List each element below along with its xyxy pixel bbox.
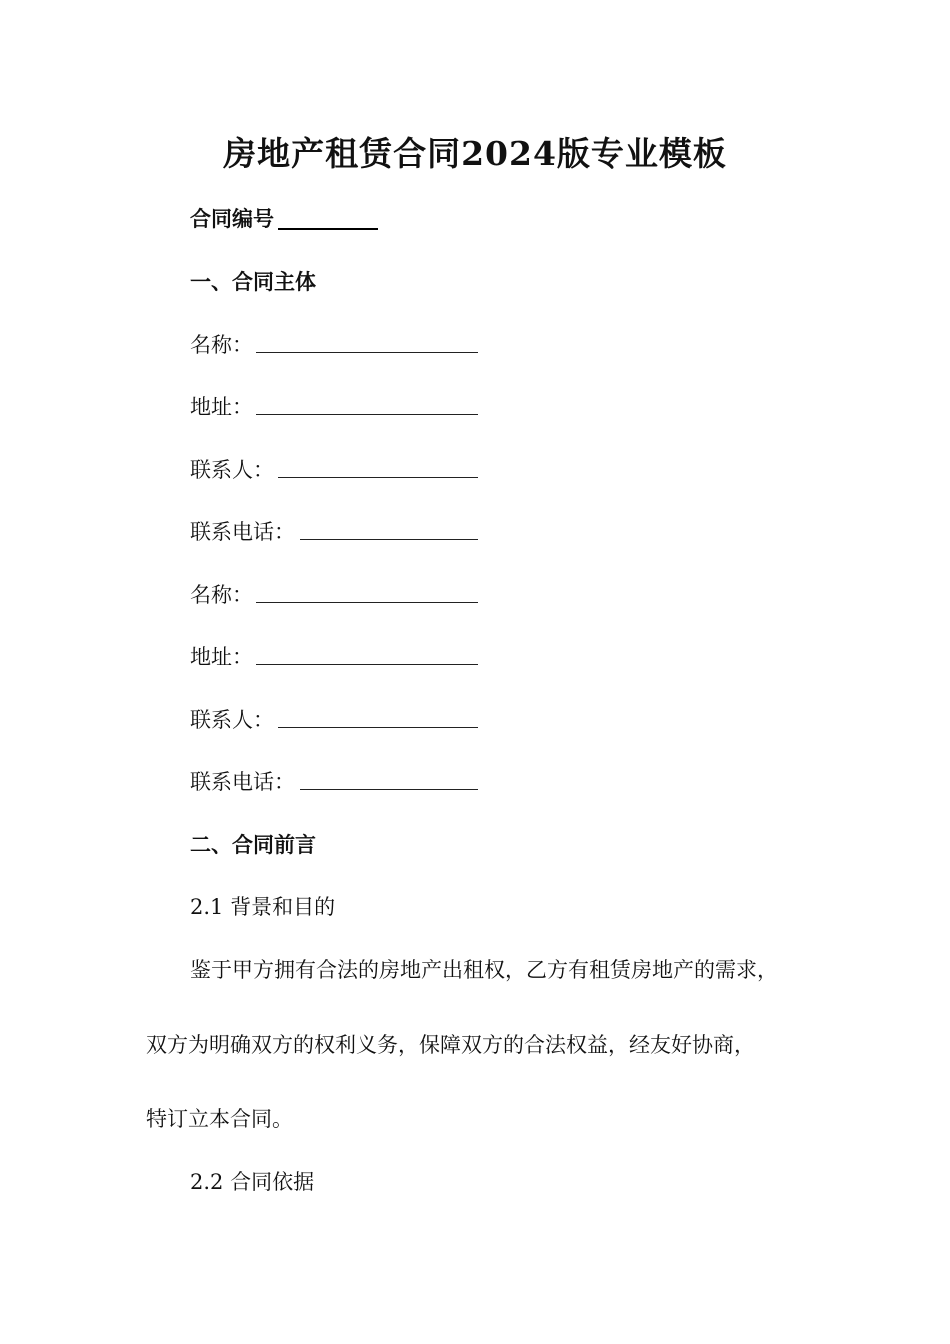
party-a-contact-label: 联系人： <box>190 458 274 482</box>
section1-heading: 一、合同主体 <box>190 270 316 294</box>
party-b-name-blank[interactable] <box>256 602 478 603</box>
party-a-contact-row <box>190 455 274 485</box>
contract-number-blank[interactable] <box>278 228 378 230</box>
paragraph-line-3: 特订立本合同。 <box>146 1107 293 1131</box>
party-b-contact-row <box>190 705 274 735</box>
party-b-address-label: 地址： <box>190 645 253 669</box>
party-b-phone-row <box>190 767 295 797</box>
party-b-name-label: 名称： <box>190 583 253 607</box>
party-b-contact-label: 联系人： <box>190 708 274 732</box>
subsection-2-2-heading: 2.2 合同依据 <box>190 1170 315 1194</box>
party-b-address-blank[interactable] <box>256 664 478 665</box>
party-a-name-label: 名称： <box>190 333 253 357</box>
section2-heading: 二、合同前言 <box>190 833 316 857</box>
party-b-name-row <box>190 580 253 610</box>
contract-number-label: 合同编号 <box>190 207 274 231</box>
paragraph-line-2: 双方为明确双方的权利义务，保障双方的合法权益，经友好协商， <box>146 1033 755 1057</box>
document-title: 房地产租赁合同2024版专业模板 <box>223 134 727 173</box>
party-a-address-label: 地址： <box>190 395 253 419</box>
party-a-phone-row <box>190 517 295 547</box>
party-a-address-row <box>190 392 253 422</box>
subsection-2-1-heading: 2.1 背景和目的 <box>190 895 336 919</box>
party-b-address-row <box>190 642 253 672</box>
party-b-phone-blank[interactable] <box>300 789 478 790</box>
paragraph-line-1: 鉴于甲方拥有合法的房地产出租权，乙方有租赁房地产的需求， <box>190 958 778 982</box>
contract-number-row <box>190 204 274 234</box>
party-a-address-blank[interactable] <box>256 414 478 415</box>
party-a-name-blank[interactable] <box>256 352 478 353</box>
party-a-contact-blank[interactable] <box>278 477 478 478</box>
party-b-phone-label: 联系电话： <box>190 770 295 794</box>
party-a-phone-label: 联系电话： <box>190 520 295 544</box>
party-a-phone-blank[interactable] <box>300 539 478 540</box>
party-a-name-row <box>190 330 253 360</box>
party-b-contact-blank[interactable] <box>278 727 478 728</box>
